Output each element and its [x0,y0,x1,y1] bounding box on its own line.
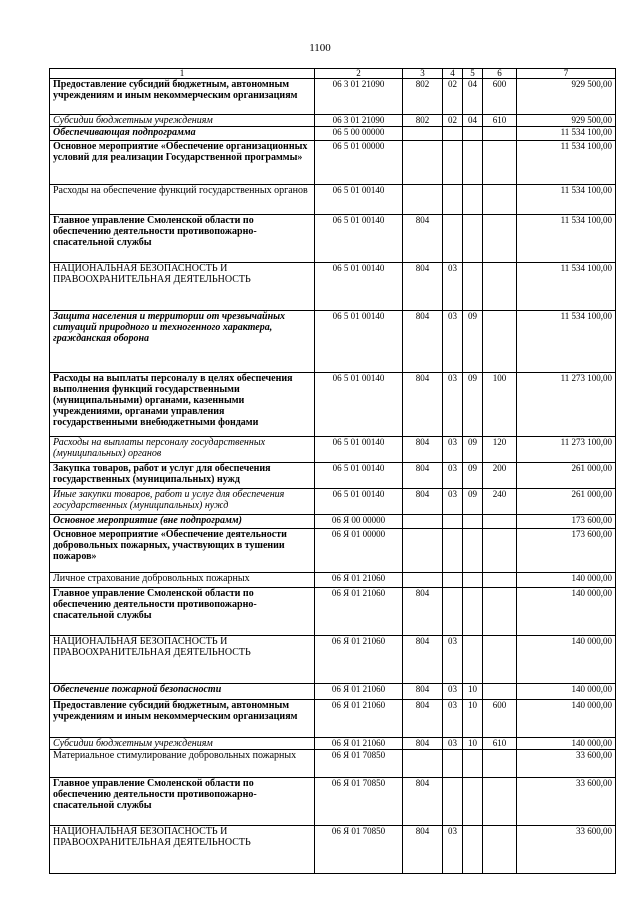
row-dept [403,573,443,588]
table-row [50,826,616,874]
row-dept [403,529,443,573]
row-name: Закупка товаров, работ и услуг для обеспечения государственных (муниципальных) нужд [50,463,315,489]
row-expense-type [483,185,517,215]
table-row [50,185,616,215]
row-name: НАЦИОНАЛЬНАЯ БЕЗОПАСНОСТЬ И ПРАВООХРАНИТЕЛЬНАЯ ДЕЯТЕЛЬНОСТЬ [50,263,315,311]
row-subsection [463,515,483,529]
row-code: 06 Я 01 21060 [315,738,403,750]
row-expense-type [483,141,517,185]
row-expense-type: 120 [483,437,517,463]
row-subsection [463,263,483,311]
row-code: 06 Я 01 21060 [315,684,403,700]
row-name: Защита населения и территории от чрезвычайных ситуаций природного и техногенного характера, гражданская оборона [50,311,315,373]
row-dept [403,185,443,215]
table-row [50,463,616,489]
budget-table [49,68,616,874]
row-sum: 33 600,00 [517,778,616,826]
table-row [50,263,616,311]
row-code: 06 Я 01 70850 [315,750,403,778]
table-row [50,684,616,700]
row-name: Личное страхование добровольных пожарных [50,573,315,588]
table-row [50,127,616,141]
row-sum: 261 000,00 [517,489,616,515]
row-sum: 11 534 100,00 [517,185,616,215]
row-dept: 804 [403,215,443,263]
table-row [50,778,616,826]
row-subsection [463,588,483,636]
row-subsection: 09 [463,311,483,373]
row-name: Обеспечение пожарной безопасности [50,684,315,700]
row-name: Главное управление Смоленской области по обеспечению деятельности противопожарно-спасательной службы [50,778,315,826]
row-dept [403,141,443,185]
row-section: 03 [443,700,463,738]
row-sum: 11 534 100,00 [517,263,616,311]
row-sum: 33 600,00 [517,750,616,778]
column-header: 7 [517,69,616,79]
row-dept: 804 [403,263,443,311]
row-expense-type: 600 [483,700,517,738]
row-name: Обеспечивающая подпрограмма [50,127,315,141]
row-subsection: 09 [463,373,483,437]
row-sum: 261 000,00 [517,463,616,489]
row-sum: 140 000,00 [517,588,616,636]
row-dept: 804 [403,463,443,489]
row-expense-type: 610 [483,738,517,750]
table-row [50,529,616,573]
row-section: 03 [443,826,463,874]
header-row [50,69,616,79]
row-subsection [463,185,483,215]
row-sum: 140 000,00 [517,700,616,738]
table-row [50,373,616,437]
row-code: 06 3 01 21090 [315,115,403,127]
row-section: 03 [443,263,463,311]
table-row [50,141,616,185]
row-sum: 11 534 100,00 [517,311,616,373]
row-sum: 929 500,00 [517,79,616,115]
row-subsection [463,141,483,185]
row-code: 06 5 01 00140 [315,185,403,215]
row-name: Материальное стимулирование добровольных пожарных [50,750,315,778]
column-header: 1 [50,69,315,79]
row-name: Расходы на выплаты персоналу в целях обеспечения выполнения функций государственными (муниципальными) органами, казенными учреждениями, органами управления государственными внебюджетными фондами [50,373,315,437]
row-expense-type [483,826,517,874]
row-name: Расходы на выплаты персоналу государственных (муниципальных) органов [50,437,315,463]
row-dept: 802 [403,79,443,115]
row-name: Субсидии бюджетным учреждениям [50,115,315,127]
row-sum: 11 534 100,00 [517,215,616,263]
row-expense-type [483,573,517,588]
row-expense-type [483,684,517,700]
row-expense-type [483,750,517,778]
column-header: 2 [315,69,403,79]
row-section [443,185,463,215]
row-dept [403,750,443,778]
row-section [443,529,463,573]
row-expense-type [483,778,517,826]
table-row [50,573,616,588]
row-subsection [463,778,483,826]
table-row [50,437,616,463]
row-subsection: 10 [463,700,483,738]
row-sum: 11 534 100,00 [517,127,616,141]
row-section: 03 [443,311,463,373]
row-code: 06 5 01 00140 [315,489,403,515]
column-header: 4 [443,69,463,79]
row-section: 03 [443,738,463,750]
row-expense-type [483,515,517,529]
row-expense-type: 600 [483,79,517,115]
table-row [50,215,616,263]
row-code: 06 5 01 00140 [315,311,403,373]
row-sum: 140 000,00 [517,636,616,684]
row-sum: 173 600,00 [517,515,616,529]
row-code: 06 Я 01 70850 [315,778,403,826]
row-name: Основное мероприятие «Обеспечение организационных условий для реализации Государственной программы» [50,141,315,185]
row-expense-type: 200 [483,463,517,489]
row-expense-type: 240 [483,489,517,515]
table-row [50,636,616,684]
table-row [50,489,616,515]
row-sum: 33 600,00 [517,826,616,874]
row-subsection [463,529,483,573]
row-section: 03 [443,373,463,437]
row-dept: 804 [403,778,443,826]
row-name: Расходы на обеспечение функций государственных органов [50,185,315,215]
row-sum: 929 500,00 [517,115,616,127]
row-code: 06 5 01 00140 [315,463,403,489]
row-subsection: 09 [463,437,483,463]
row-expense-type [483,529,517,573]
row-section: 03 [443,636,463,684]
row-section [443,778,463,826]
row-section: 03 [443,463,463,489]
row-name: НАЦИОНАЛЬНАЯ БЕЗОПАСНОСТЬ И ПРАВООХРАНИТЕЛЬНАЯ ДЕЯТЕЛЬНОСТЬ [50,636,315,684]
row-sum: 140 000,00 [517,573,616,588]
row-dept: 804 [403,373,443,437]
column-header: 5 [463,69,483,79]
row-section: 03 [443,489,463,515]
row-name: Основное мероприятие (вне подпрограмм) [50,515,315,529]
row-subsection [463,826,483,874]
row-dept: 804 [403,738,443,750]
row-subsection: 09 [463,489,483,515]
row-expense-type [483,311,517,373]
row-name: Главное управление Смоленской области по обеспечению деятельности противопожарно-спасательной службы [50,215,315,263]
row-name: НАЦИОНАЛЬНАЯ БЕЗОПАСНОСТЬ И ПРАВООХРАНИТЕЛЬНАЯ ДЕЯТЕЛЬНОСТЬ [50,826,315,874]
row-expense-type [483,588,517,636]
row-section: 02 [443,79,463,115]
row-section: 03 [443,437,463,463]
row-section: 03 [443,684,463,700]
row-name: Предоставление субсидий бюджетным, автономным учреждениям и иным некоммерческим организациям [50,79,315,115]
row-section [443,750,463,778]
row-dept: 804 [403,588,443,636]
row-sum: 140 000,00 [517,738,616,750]
row-name: Предоставление субсидий бюджетным, автономным учреждениям и иным некоммерческим организациям [50,700,315,738]
table-row [50,738,616,750]
row-section [443,127,463,141]
row-dept: 804 [403,489,443,515]
row-sum: 11 273 100,00 [517,373,616,437]
page-number: 1100 [309,42,331,54]
row-dept: 804 [403,684,443,700]
row-code: 06 5 01 00140 [315,215,403,263]
row-sum: 173 600,00 [517,529,616,573]
row-code: 06 Я 01 21060 [315,700,403,738]
row-dept [403,515,443,529]
table-row [50,79,616,115]
table-row [50,115,616,127]
row-sum: 11 534 100,00 [517,141,616,185]
row-code: 06 Я 00 00000 [315,515,403,529]
table-row [50,311,616,373]
row-subsection: 04 [463,79,483,115]
row-dept: 804 [403,311,443,373]
row-sum: 140 000,00 [517,684,616,700]
row-code: 06 3 01 21090 [315,79,403,115]
row-section [443,141,463,185]
row-dept: 802 [403,115,443,127]
row-section [443,215,463,263]
row-subsection: 04 [463,115,483,127]
row-code: 06 Я 01 00000 [315,529,403,573]
column-header: 3 [403,69,443,79]
row-expense-type [483,127,517,141]
row-name: Иные закупки товаров, работ и услуг для обеспечения государственных (муниципальных) нужд [50,489,315,515]
row-code: 06 Я 01 70850 [315,826,403,874]
row-section: 02 [443,115,463,127]
row-subsection: 10 [463,684,483,700]
row-code: 06 5 01 00000 [315,141,403,185]
row-expense-type [483,636,517,684]
row-code: 06 5 01 00140 [315,437,403,463]
row-expense-type: 610 [483,115,517,127]
row-subsection: 09 [463,463,483,489]
row-code: 06 Я 01 21060 [315,636,403,684]
table-row [50,515,616,529]
row-name: Основное мероприятие «Обеспечение деятельности добровольных пожарных, участвующих в тушении пожаров» [50,529,315,573]
row-dept [403,127,443,141]
table-row [50,750,616,778]
row-section [443,588,463,636]
row-section [443,515,463,529]
row-subsection [463,750,483,778]
row-section [443,573,463,588]
column-header: 6 [483,69,517,79]
row-code: 06 5 01 00140 [315,373,403,437]
row-dept: 804 [403,700,443,738]
row-subsection [463,215,483,263]
row-subsection [463,573,483,588]
row-code: 06 5 01 00140 [315,263,403,311]
row-subsection [463,636,483,684]
row-name: Главное управление Смоленской области по обеспечению деятельности противопожарно-спасательной службы [50,588,315,636]
row-dept: 804 [403,826,443,874]
row-code: 06 Я 01 21060 [315,573,403,588]
row-expense-type: 100 [483,373,517,437]
row-expense-type [483,215,517,263]
row-dept: 804 [403,437,443,463]
row-subsection: 10 [463,738,483,750]
row-subsection [463,127,483,141]
row-name: Субсидии бюджетным учреждениям [50,738,315,750]
row-dept: 804 [403,636,443,684]
table-row [50,700,616,738]
row-code: 06 5 00 00000 [315,127,403,141]
row-expense-type [483,263,517,311]
row-sum: 11 273 100,00 [517,437,616,463]
table-row [50,588,616,636]
row-code: 06 Я 01 21060 [315,588,403,636]
